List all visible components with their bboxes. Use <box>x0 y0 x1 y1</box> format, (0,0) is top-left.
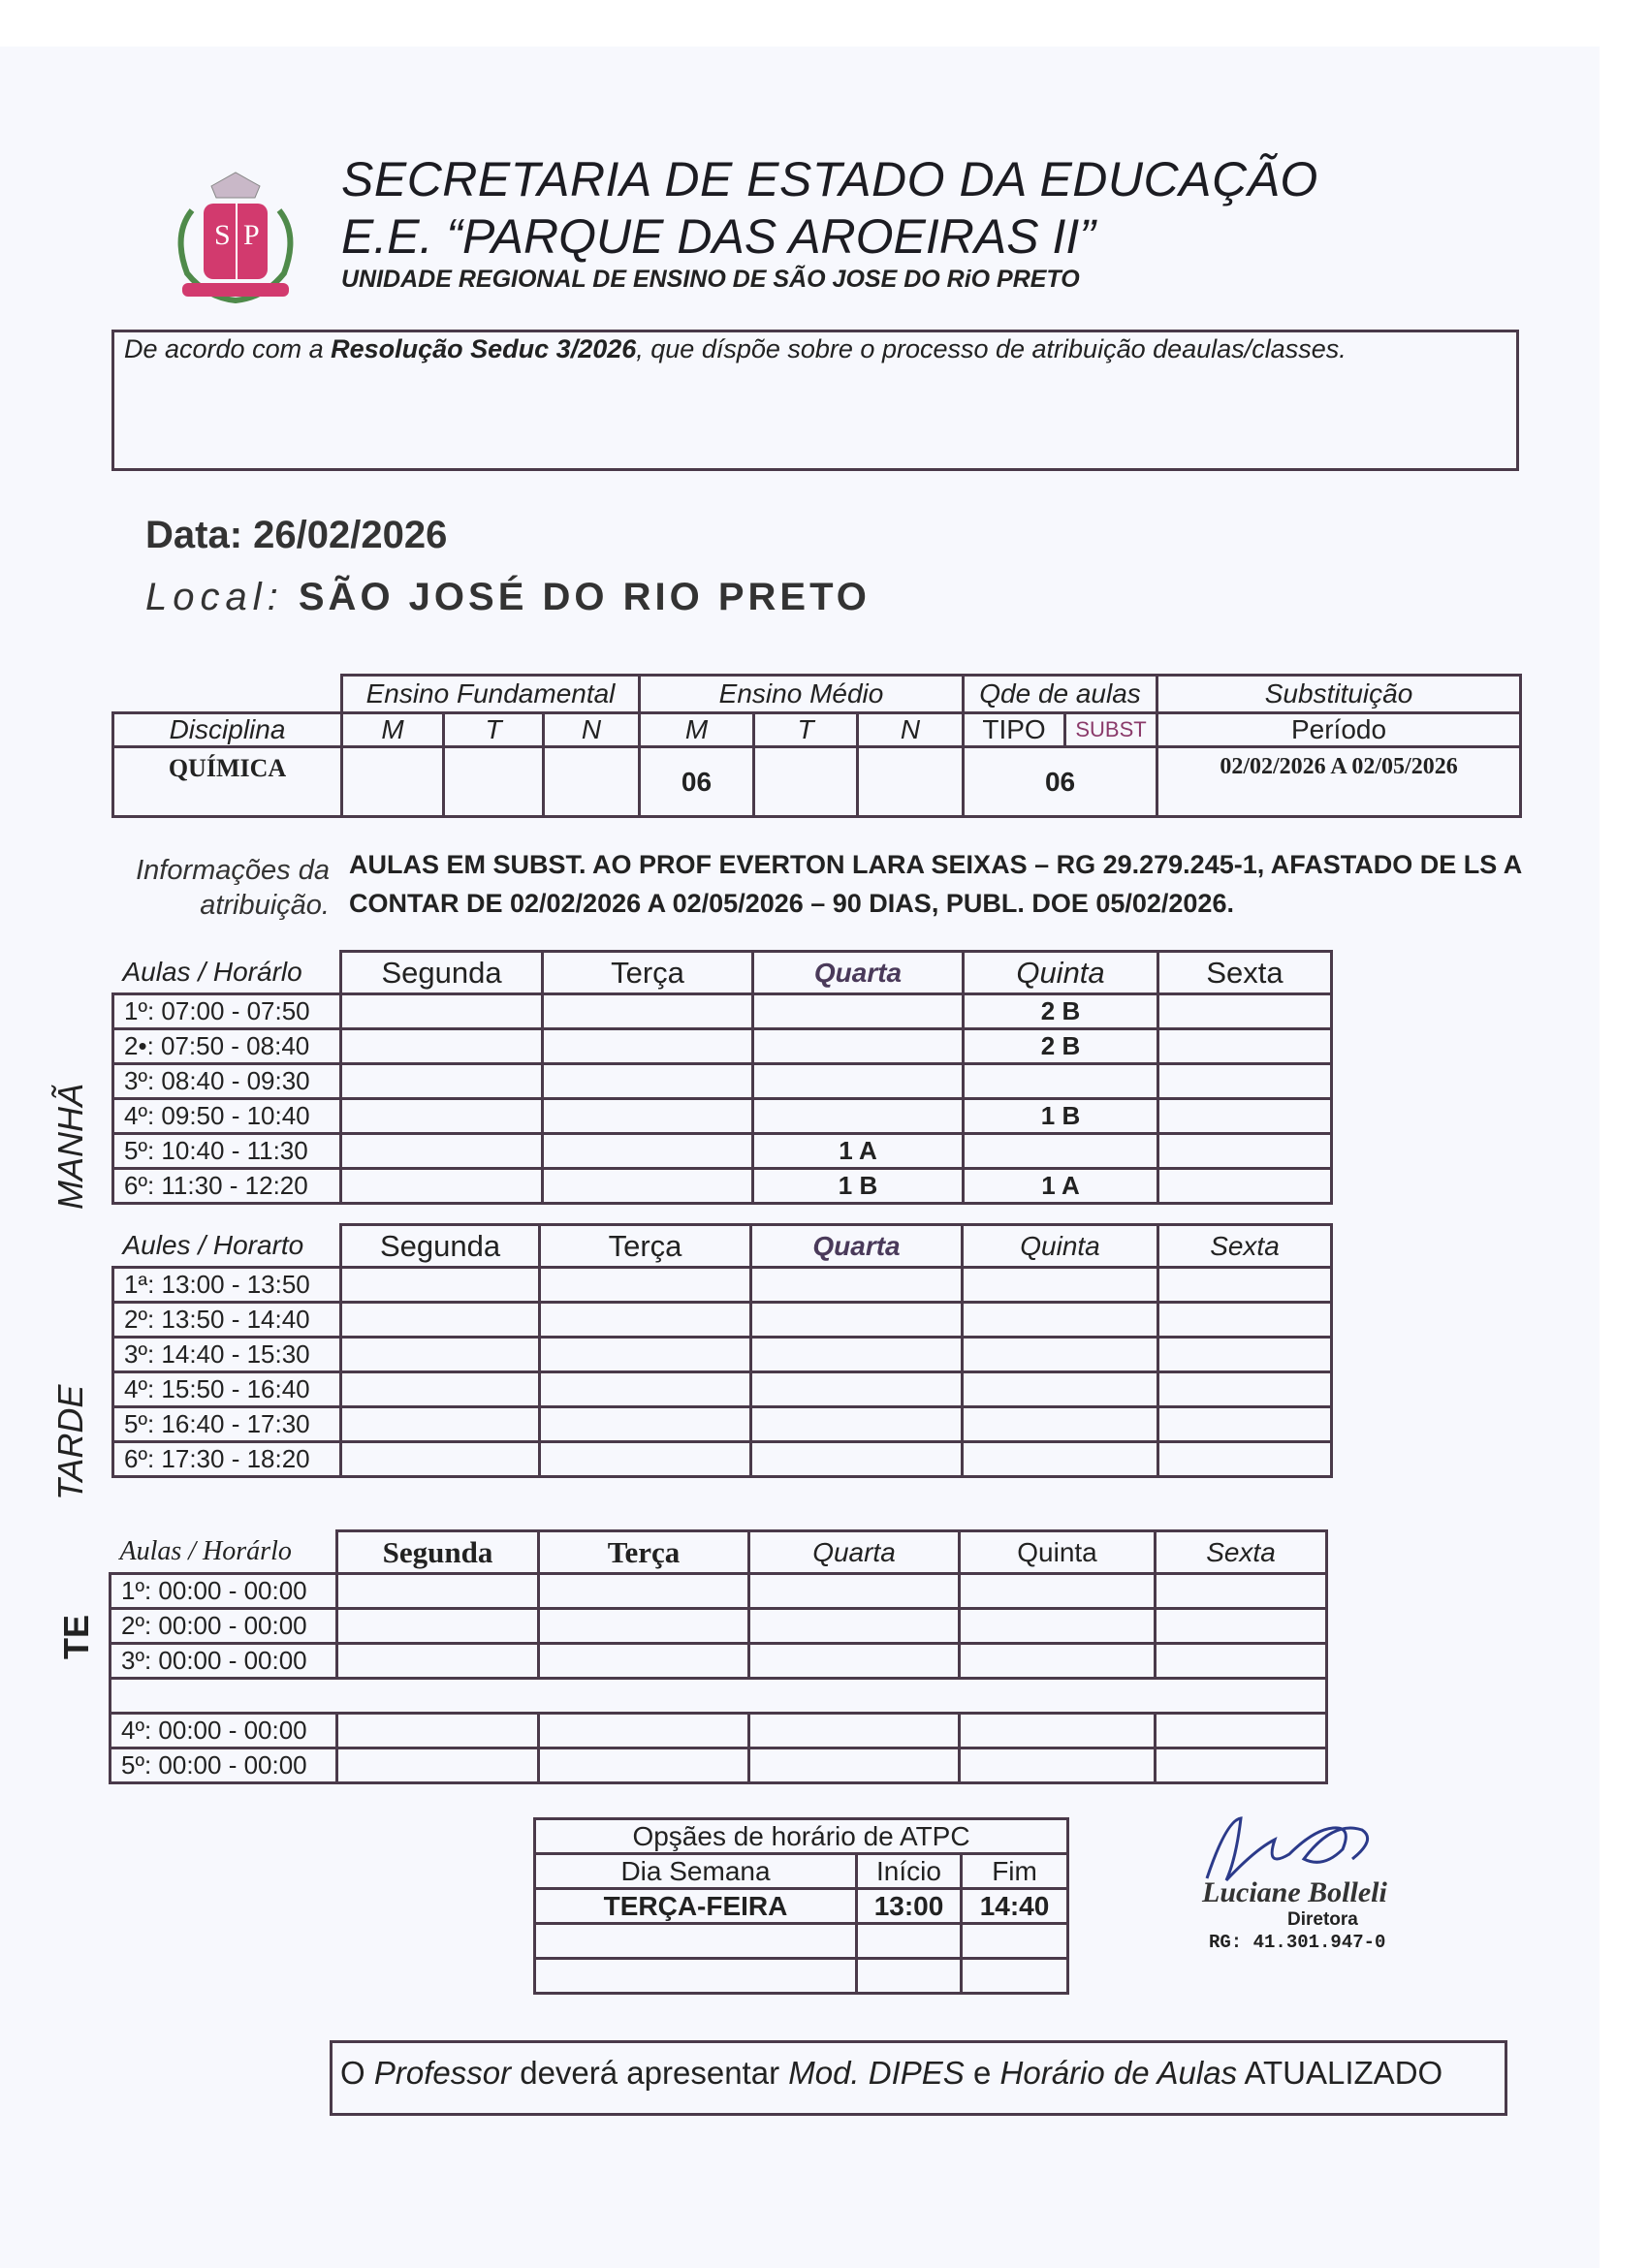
svg-text:S: S <box>214 219 231 251</box>
tarde-head-quinta: Quinta <box>963 1225 1158 1268</box>
manha-head-terca: Terça <box>543 952 753 994</box>
tarde-cell <box>1158 1407 1332 1442</box>
discipline-table <box>111 674 1522 818</box>
col-ef-t: T <box>444 713 544 747</box>
manha-row <box>113 1064 1332 1099</box>
manha-head-sexta: Sexta <box>1158 952 1332 994</box>
tarde-cell <box>1158 1442 1332 1477</box>
manha-cell <box>341 1099 543 1134</box>
te-cell <box>1156 1609 1327 1644</box>
manha-cell <box>543 1169 753 1204</box>
te-cell <box>960 1644 1156 1679</box>
tarde-row <box>113 1303 1332 1338</box>
tarde-cell <box>540 1303 751 1338</box>
tarde-cell <box>751 1338 963 1372</box>
info-label: Informações da atribuição. <box>136 855 330 921</box>
manha-cell <box>341 994 543 1029</box>
manha-cell <box>753 1099 964 1134</box>
tarde-row <box>113 1407 1332 1442</box>
tarde-cell <box>1158 1268 1332 1303</box>
atpc-empty <box>857 1959 962 1994</box>
manha-head-quarta: Quarta <box>753 952 964 994</box>
manha-row <box>113 1029 1332 1064</box>
atpc-dia: TERÇA-FEIRA <box>535 1889 857 1924</box>
footer-p2: Professor <box>373 2055 512 2091</box>
tarde-time-slot: 3º: 14:40 - 15:30 <box>113 1338 341 1372</box>
manha-row <box>113 1134 1332 1169</box>
tarde-head-terca: Terça <box>540 1225 751 1268</box>
cell-em-m: 06 <box>640 747 754 817</box>
manha-head-quinta: Quinta <box>964 952 1158 994</box>
te-time-slot: 4º: 00:00 - 00:00 <box>111 1714 337 1748</box>
footer-p4: Mod. DIPES <box>788 2055 965 2091</box>
manha-row <box>113 994 1332 1029</box>
footer-p7: ATUALIZADO <box>1237 2055 1443 2091</box>
tarde-cell <box>341 1268 540 1303</box>
local-value: SÃO JOSÉ DO RIO PRETO <box>298 576 871 618</box>
atpc-col-dia: Dia Semana <box>535 1854 857 1889</box>
footer-p5: e <box>964 2055 1000 2091</box>
tarde-cell <box>540 1338 751 1372</box>
notice-prefix: De acordo com a <box>124 334 332 363</box>
cell-disciplina: QUÍMICA <box>113 747 342 817</box>
tarde-cell <box>341 1338 540 1372</box>
atpc-empty <box>535 1924 857 1959</box>
tarde-cell <box>751 1442 963 1477</box>
te-row <box>111 1644 1327 1679</box>
te-time-slot: 3º: 00:00 - 00:00 <box>111 1644 337 1679</box>
tarde-cell <box>341 1407 540 1442</box>
group-ensino-medio: Ensino Médio <box>640 676 964 713</box>
tarde-row <box>113 1372 1332 1407</box>
group-substituicao: Substituição <box>1157 676 1521 713</box>
manha-cell: 1 B <box>753 1169 964 1204</box>
cell-em-t <box>754 747 858 817</box>
te-cell <box>960 1609 1156 1644</box>
manha-time-slot: 2•: 07:50 - 08:40 <box>113 1029 341 1064</box>
manha-row <box>113 1169 1332 1204</box>
col-disciplina: Disciplina <box>113 713 342 747</box>
empty-cell <box>113 676 342 713</box>
atpc-empty <box>535 1959 857 1994</box>
te-cell <box>337 1748 539 1783</box>
te-cell <box>337 1714 539 1748</box>
te-cell <box>337 1609 539 1644</box>
tarde-time-slot: 1ª: 13:00 - 13:50 <box>113 1268 341 1303</box>
notice-suffix: , que díspõe sobre o processo de atribuição deaulas/classes. <box>636 334 1347 363</box>
tarde-cell <box>963 1338 1158 1372</box>
cell-periodo: 02/02/2026 A 02/05/2026 <box>1157 747 1521 817</box>
te-row <box>111 1574 1327 1609</box>
te-cell <box>539 1574 749 1609</box>
notice-resolution: Resolução Seduc 3/2026 <box>331 334 637 363</box>
footer-note <box>330 2040 1507 2116</box>
footer-p3: deverá apresentar <box>511 2055 789 2091</box>
te-cell <box>1156 1748 1327 1783</box>
te-head-quarta: Quarta <box>749 1531 960 1574</box>
manha-cell <box>543 1134 753 1169</box>
manha-time-slot: 1º: 07:00 - 07:50 <box>113 994 341 1029</box>
manha-cell <box>1158 1169 1332 1204</box>
te-head-aulas: Aulas / Horárlo <box>111 1531 337 1574</box>
tarde-row <box>113 1442 1332 1477</box>
te-row <box>111 1748 1327 1783</box>
manha-time-slot: 4º: 09:50 - 10:40 <box>113 1099 341 1134</box>
manha-cell: 1 A <box>964 1169 1158 1204</box>
col-em-m: M <box>640 713 754 747</box>
atpc-col-inicio: Início <box>857 1854 962 1889</box>
manha-cell <box>543 1029 753 1064</box>
te-cell <box>749 1714 960 1748</box>
manha-cell <box>1158 1029 1332 1064</box>
te-cell <box>960 1574 1156 1609</box>
regional-unit: UNIDADE REGIONAL DE ENSINO DE SÃO JOSE DO RiO PRETO <box>341 266 1080 293</box>
te-cell <box>749 1574 960 1609</box>
atpc-empty <box>962 1924 1068 1959</box>
group-qde-aulas: Qde de aulas <box>964 676 1157 713</box>
tarde-cell <box>751 1407 963 1442</box>
col-tipo: TIPO <box>964 713 1065 747</box>
te-cell <box>1156 1644 1327 1679</box>
tarde-cell <box>540 1372 751 1407</box>
col-ef-n: N <box>544 713 640 747</box>
manha-cell: 2 B <box>964 1029 1158 1064</box>
te-cell <box>1156 1714 1327 1748</box>
manha-cell <box>964 1134 1158 1169</box>
tarde-cell <box>963 1303 1158 1338</box>
tarde-cell <box>751 1372 963 1407</box>
manha-row <box>113 1099 1332 1134</box>
te-time-slot: 1º: 00:00 - 00:00 <box>111 1574 337 1609</box>
te-cell <box>539 1748 749 1783</box>
tarde-cell <box>963 1407 1158 1442</box>
tarde-cell <box>963 1442 1158 1477</box>
te-cell <box>539 1644 749 1679</box>
svg-text:P: P <box>243 219 260 251</box>
atpc-title: Opşães de horário de ATPC <box>535 1819 1068 1854</box>
tarde-cell <box>540 1407 751 1442</box>
tarde-head-quarta: Quarta <box>751 1225 963 1268</box>
manha-cell <box>1158 1064 1332 1099</box>
manha-cell <box>1158 1099 1332 1134</box>
schedule-manha <box>111 950 1333 1205</box>
manha-cell <box>543 994 753 1029</box>
cell-ef-n <box>544 747 640 817</box>
col-subst: SUBST <box>1065 713 1157 747</box>
tarde-cell <box>540 1442 751 1477</box>
manha-cell <box>964 1064 1158 1099</box>
tarde-label: TARDE <box>50 1384 90 1500</box>
te-cell <box>539 1609 749 1644</box>
tarde-cell <box>341 1442 540 1477</box>
te-row <box>111 1609 1327 1644</box>
te-row <box>111 1714 1327 1748</box>
te-cell <box>539 1714 749 1748</box>
tarde-head-aulas: Aules / Horarto <box>113 1225 341 1268</box>
te-spacer-row <box>111 1679 1327 1714</box>
signature-rg: RG: 41.301.947-0 <box>1209 1932 1386 1953</box>
manha-cell <box>543 1099 753 1134</box>
tarde-time-slot: 2º: 13:50 - 14:40 <box>113 1303 341 1338</box>
tarde-cell <box>1158 1372 1332 1407</box>
tarde-cell <box>341 1372 540 1407</box>
footer-p1: O <box>340 2055 374 2091</box>
manha-cell <box>1158 1134 1332 1169</box>
manha-cell <box>753 1064 964 1099</box>
cell-qde-aulas: 06 <box>964 747 1157 817</box>
manha-time-slot: 3º: 08:40 - 09:30 <box>113 1064 341 1099</box>
te-head-segunda: Segunda <box>337 1531 539 1574</box>
tarde-row <box>113 1338 1332 1372</box>
cell-ef-t <box>444 747 544 817</box>
manha-cell <box>341 1064 543 1099</box>
tarde-time-slot: 6º: 17:30 - 18:20 <box>113 1442 341 1477</box>
manha-cell: 2 B <box>964 994 1158 1029</box>
tarde-cell <box>540 1268 751 1303</box>
manha-cell: 1 B <box>964 1099 1158 1134</box>
te-cell <box>960 1714 1156 1748</box>
cell-em-n <box>858 747 964 817</box>
te-cell <box>749 1748 960 1783</box>
manha-label: MANHÃ <box>50 1083 90 1210</box>
col-periodo: Período <box>1157 713 1521 747</box>
te-head-sexta: Sexta <box>1156 1531 1327 1574</box>
manha-head-aulas: Aulas / Horárlo <box>113 952 341 994</box>
atpc-col-fim: Fim <box>962 1854 1068 1889</box>
local-line <box>145 576 871 619</box>
te-cell <box>1156 1574 1327 1609</box>
te-cell <box>960 1748 1156 1783</box>
tarde-row <box>113 1268 1332 1303</box>
schedule-tarde <box>111 1223 1333 1478</box>
group-ensino-fundamental: Ensino Fundamental <box>342 676 640 713</box>
footer-p6: Horário de Aulas <box>999 2055 1238 2091</box>
local-label: Local: <box>145 576 284 618</box>
te-cell <box>749 1609 960 1644</box>
tarde-head-segunda: Segunda <box>341 1225 540 1268</box>
te-cell <box>337 1574 539 1609</box>
resolution-notice <box>111 330 1519 471</box>
atpc-fim: 14:40 <box>962 1889 1068 1924</box>
te-cell <box>749 1644 960 1679</box>
tarde-cell <box>341 1303 540 1338</box>
manha-cell <box>753 1029 964 1064</box>
manha-cell <box>341 1134 543 1169</box>
te-cell <box>337 1644 539 1679</box>
manha-cell <box>753 994 964 1029</box>
te-head-quinta: Quinta <box>960 1531 1156 1574</box>
manha-cell <box>543 1064 753 1099</box>
manha-cell <box>341 1029 543 1064</box>
atpc-empty <box>857 1924 962 1959</box>
manha-time-slot: 6º: 11:30 - 12:20 <box>113 1169 341 1204</box>
manha-cell <box>341 1169 543 1204</box>
manha-cell <box>1158 994 1332 1029</box>
manha-head-segunda: Segunda <box>341 952 543 994</box>
tarde-cell <box>963 1268 1158 1303</box>
header-title: SECRETARIA DE ESTADO DA EDUCAÇÃO <box>341 152 1318 206</box>
col-em-t: T <box>754 713 858 747</box>
signature-name: Luciane Bolleli <box>1202 1876 1387 1908</box>
te-label: TE <box>56 1614 96 1659</box>
atpc-inicio: 13:00 <box>857 1889 962 1924</box>
col-ef-m: M <box>342 713 444 747</box>
atpc-table <box>533 1817 1069 1995</box>
tarde-time-slot: 5º: 16:40 - 17:30 <box>113 1407 341 1442</box>
tarde-cell <box>1158 1338 1332 1372</box>
manha-cell: 1 A <box>753 1134 964 1169</box>
tarde-cell <box>1158 1303 1332 1338</box>
schedule-te <box>109 1529 1328 1784</box>
signature-role: Diretora <box>1287 1909 1358 1930</box>
info-text: AULAS EM SUBST. AO PROF EVERTON LARA SEIXAS – RG 29.279.245-1, AFASTADO DE LS A CONTAR DE 02/02/2026 A 02/05/2026 – 90 DIAS, PUBL. DOE 05/02/2026. <box>349 850 1522 918</box>
tarde-cell <box>963 1372 1158 1407</box>
date-line: Data: 26/02/2026 <box>145 514 448 556</box>
tarde-head-sexta: Sexta <box>1158 1225 1332 1268</box>
tarde-time-slot: 4º: 15:50 - 16:40 <box>113 1372 341 1407</box>
atpc-empty <box>962 1959 1068 1994</box>
tarde-cell <box>751 1303 963 1338</box>
tarde-cell <box>751 1268 963 1303</box>
manha-time-slot: 5º: 10:40 - 11:30 <box>113 1134 341 1169</box>
te-time-slot: 2º: 00:00 - 00:00 <box>111 1609 337 1644</box>
te-time-slot: 5º: 00:00 - 00:00 <box>111 1748 337 1783</box>
school-name: E.E. “PARQUE DAS AROEIRAS II” <box>341 209 1095 264</box>
col-em-n: N <box>858 713 964 747</box>
state-seal-logo <box>163 167 308 307</box>
cell-ef-m <box>342 747 444 817</box>
te-head-terca: Terça <box>539 1531 749 1574</box>
